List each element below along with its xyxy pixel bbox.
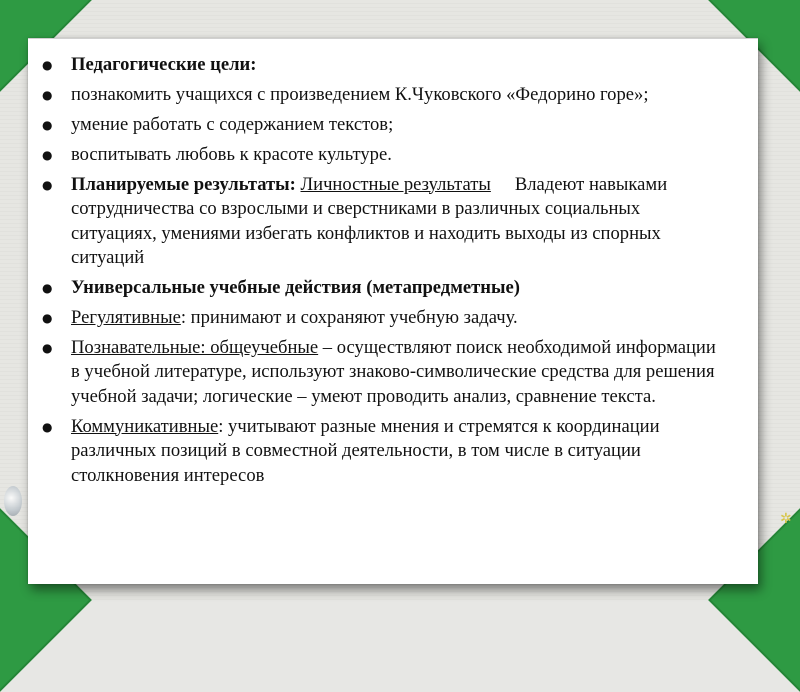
list-item-goal-texts	[42, 113, 728, 138]
list-item-cognitive	[42, 336, 728, 410]
heading-universal-actions: Универсальные учебные действия (метапредметные)	[71, 276, 520, 298]
heading-pedagogical-goals: Педагогические цели:	[71, 54, 257, 75]
bullet-icon: ●	[42, 310, 53, 325]
list-item-communicative	[42, 415, 728, 489]
bullet-icon: ●	[42, 87, 53, 102]
personal-results-text: Владеют навыками сотрудничества со взрослыми и сверстниками в различных социальных ситуациях, умениями избегать конфликтов и находить выходы из спорных ситуаций	[71, 173, 668, 269]
slide-card	[28, 38, 758, 584]
list-item-pedagogical-goals	[42, 53, 728, 78]
decorative-bubble-icon	[4, 486, 22, 516]
list-item-planned-results	[42, 173, 728, 271]
slide-content	[42, 53, 728, 494]
list-item-goal-culture	[42, 143, 728, 168]
personal-results-label: Личностные результаты	[300, 173, 491, 195]
bullet-icon: ●	[42, 340, 53, 355]
cognitive-text: – осуществляют поиск необходимой информации в учебной литературе, используют знаково-символические средства для решения учебной задачи; логические – умеют проводить анализ, сравнение текста.	[71, 336, 716, 407]
goal-texts-text: умение работать с содержанием текстов;	[71, 113, 394, 135]
list-item-universal-actions	[42, 276, 728, 301]
goal-introduce-text: познакомить учащихся с произведением К.Чуковского «Федорино горе»;	[71, 83, 649, 105]
regulatory-label: Регулятивные	[71, 306, 181, 328]
heading-planned-results: Планируемые результаты:	[71, 173, 296, 195]
cognitive-label: Познавательные: общеучебные	[71, 336, 319, 358]
communicative-text: : учитывают разные мнения и стремятся к координации различных позиций в совместной деятельности, в том числе в ситуации столкновения интересов	[71, 415, 660, 486]
bullet-icon: ●	[42, 177, 53, 192]
bullet-icon: ●	[42, 147, 53, 162]
bullet-icon: ●	[42, 58, 53, 72]
bullet-icon: ●	[42, 419, 53, 434]
bullet-icon: ●	[42, 280, 53, 295]
bullet-list	[42, 53, 728, 488]
decorative-star-icon: ✲	[780, 511, 792, 527]
bullet-icon: ●	[42, 117, 53, 132]
list-item-regulatory	[42, 306, 728, 331]
communicative-label: Коммуникативные	[71, 415, 219, 437]
regulatory-text: : принимают и сохраняют учебную задачу.	[180, 306, 518, 328]
goal-culture-text: воспитывать любовь к красоте культуре.	[71, 143, 392, 165]
list-item-goal-introduce	[42, 83, 728, 108]
